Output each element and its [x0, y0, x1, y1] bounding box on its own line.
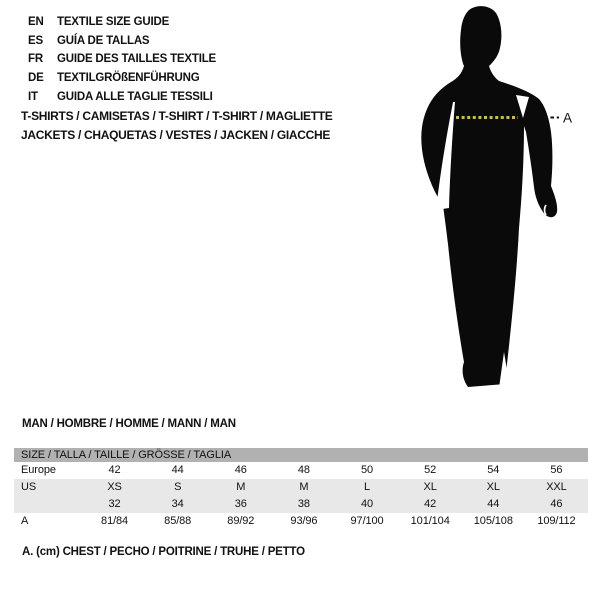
size-cell: 56 — [550, 464, 563, 476]
size-table-row — [14, 496, 588, 513]
size-cell: 50 — [361, 464, 374, 476]
size-cell: 44 — [171, 464, 184, 476]
size-cell: 42 — [108, 464, 121, 476]
size-cell: L — [364, 481, 371, 493]
size-cell: 40 — [361, 498, 374, 510]
size-cell: 44 — [487, 498, 500, 510]
size-cell: 54 — [487, 464, 500, 476]
size-cell: 85/88 — [164, 515, 192, 527]
size-row-label: Europe — [21, 464, 56, 476]
language-title: GUIDE DES TAILLES TEXTILE — [57, 53, 216, 66]
language-code: ES — [28, 34, 43, 47]
size-table-header: SIZE / TALLA / TAILLE / GRÖSSE / TAGLIA — [14, 448, 588, 462]
size-cell: M — [299, 481, 309, 493]
size-cell: 34 — [171, 498, 184, 510]
size-table-row — [14, 462, 588, 479]
size-row-label: US — [21, 481, 37, 493]
section-title-man: MAN / HOMBRE / HOMME / MANN / MAN — [22, 418, 236, 430]
size-cell: 48 — [297, 464, 310, 476]
language-code: EN — [28, 16, 44, 29]
size-cell: 89/92 — [227, 515, 255, 527]
category-jackets: JACKETS / CHAQUETAS / VESTES / JACKEN / GIACCHE — [21, 128, 331, 142]
measure-label-a: A — [563, 110, 573, 126]
size-cell: 52 — [424, 464, 437, 476]
size-table — [14, 448, 588, 530]
size-cell: 36 — [234, 498, 247, 510]
size-cell: 46 — [550, 498, 563, 510]
size-table-row — [14, 513, 588, 530]
language-title: GUIDA ALLE TAGLIE TESSILI — [57, 90, 213, 103]
size-cell: 32 — [108, 498, 121, 510]
size-cell: XXL — [546, 481, 567, 493]
size-cell: 97/100 — [350, 515, 384, 527]
size-cell: XL — [486, 481, 500, 493]
size-cell: XL — [423, 481, 437, 493]
size-cell: 105/108 — [473, 515, 513, 527]
size-cell: 81/84 — [101, 515, 129, 527]
language-title: TEXTILGRÖßENFÜHRUNG — [57, 72, 200, 85]
size-cell: S — [174, 481, 182, 493]
size-row-label: A — [21, 515, 29, 527]
category-tshirts: T-SHIRTS / CAMISETAS / T-SHIRT / T-SHIRT / MAGLIETTE — [21, 109, 333, 123]
size-cell: 101/104 — [410, 515, 450, 527]
size-cell: 109/112 — [537, 515, 576, 527]
size-cell: M — [236, 481, 246, 493]
language-code: IT — [28, 90, 38, 103]
size-table-row — [14, 479, 588, 496]
size-cell: XS — [107, 481, 122, 493]
language-title: GUÍA DE TALLAS — [57, 34, 150, 47]
size-cell: 38 — [297, 498, 310, 510]
size-cell: 46 — [234, 464, 247, 476]
language-code: FR — [28, 53, 43, 66]
language-title: TEXTILE SIZE GUIDE — [57, 16, 170, 29]
language-code: DE — [28, 72, 44, 85]
footnote-chest: A. (cm) CHEST / PECHO / POITRINE / TRUHE / PETTO — [22, 546, 305, 558]
size-cell: 93/96 — [290, 515, 318, 527]
size-row-label — [14, 496, 83, 513]
size-cell: 42 — [424, 498, 437, 510]
